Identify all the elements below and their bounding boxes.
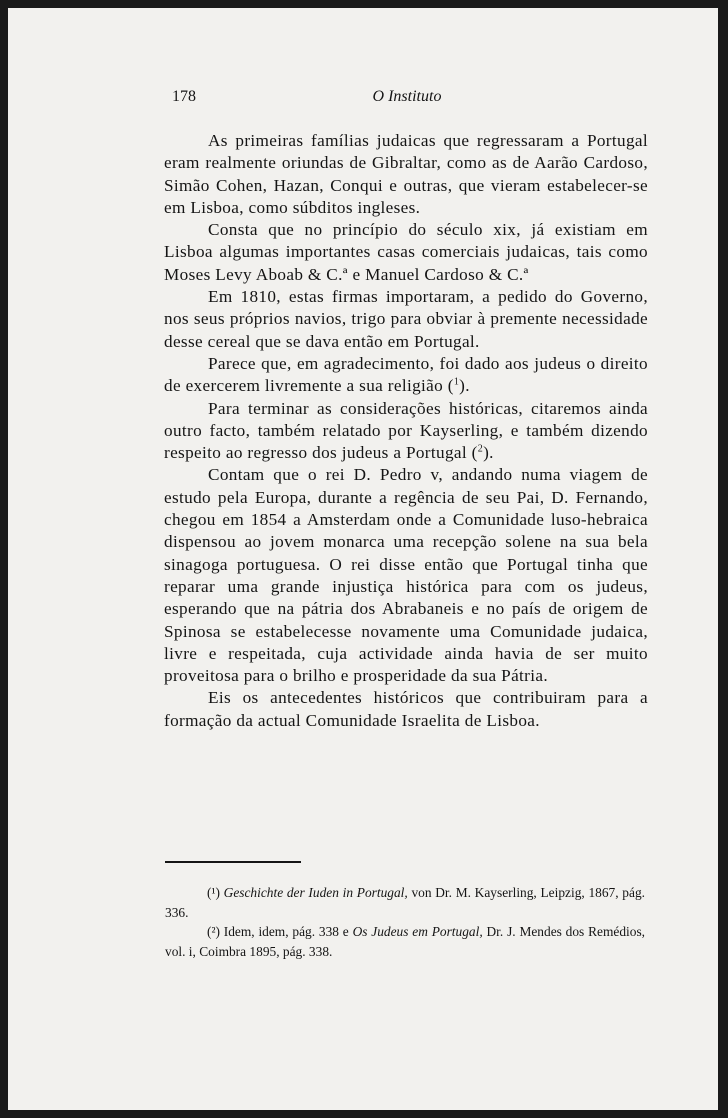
paragraph: As primeiras famílias judaicas que regressaram a Portugal eram realmente oriundas de Gibraltar, como as de Aarão Cardoso, Simão Cohen, Hazan, Conqui e outras, que vieram estabelecer-se em Lisboa, como súbditos ingleses.	[164, 131, 648, 217]
footnote-ref: 1	[453, 376, 460, 388]
footnote-title: Geschichte der Iuden in Portugal,	[223, 885, 408, 900]
paragraph: Em 1810, estas firmas importaram, a pedido do Governo, nos seus próprios navios, trigo para obviar à premente necessidade desse cereal que se dava então em Portugal.	[164, 287, 648, 351]
paragraph: Contam que o rei D. Pedro v, andando numa viagem de estudo pela Europa, durante a regência de seu Pai, D. Fernando, chegou em 1854 a Amsterdam onde a Comunidade luso-hebraica dispensou ao jovem monarca uma recepção solene na sua bela sinagoga portuguesa. O rei disse então que Portugal tinha que reparar uma grande injustiça histórica para com os judeus, esperando que na pátria dos Abrabaneis e no país de origem de Spinosa se estabelecesse novamente uma Comunidade judaica, livre e respeitada, cuja actividade ainda havia de ser muito proveitosa para o brilho e prosperidade da sua Pátria.	[164, 465, 648, 686]
footnote-text: Idem, idem, pág. 338 e	[219, 924, 353, 939]
book-page	[8, 8, 718, 1110]
paragraph-text: Para terminar as considerações históricas, citaremos ainda outro facto, também relatado por Kayserling, e também dizendo respeito ao regresso dos judeus a Portugal (	[164, 398, 648, 463]
footnote-ref: 2	[477, 443, 484, 455]
footnote-title: Os Judeus em Portugal,	[352, 924, 483, 939]
footnote-text: Dr. J. Mendes dos Remédios, vol. i, Coimbra 1895, pág. 338.	[165, 924, 646, 959]
footnote	[165, 922, 645, 961]
page-header	[168, 88, 646, 112]
body-text	[164, 130, 648, 732]
footnote	[165, 883, 645, 922]
footnotes	[165, 883, 645, 961]
paragraph: Consta que no princípio do século xix, já existiam em Lisboa algumas importantes casas comerciais judaicas, tais como Moses Levy Aboab & C.ª e Manuel Cardoso & C.ª	[164, 220, 648, 284]
paragraph-text: Parece que, em agradecimento, foi dado aos judeus o direito de exercerem livremente a sua religião (	[164, 353, 648, 396]
paragraph-text-end: ).	[459, 376, 470, 396]
page-number: 178	[172, 88, 196, 105]
footnote-marker: (²)	[207, 924, 220, 939]
footnote-text: von Dr. M. Kayserling, Leipzig, 1867, pág. 336.	[165, 885, 645, 920]
paragraph-text-end: ).	[483, 443, 494, 463]
paragraph	[164, 398, 648, 465]
footnote-rule	[165, 861, 301, 863]
paragraph: Eis os antecedentes históricos que contribuiram para a formação da actual Comunidade Israelita de Lisboa.	[164, 688, 648, 730]
footnote-marker: (¹)	[207, 885, 220, 900]
paragraph	[164, 353, 648, 398]
running-title: O Instituto	[372, 88, 442, 105]
